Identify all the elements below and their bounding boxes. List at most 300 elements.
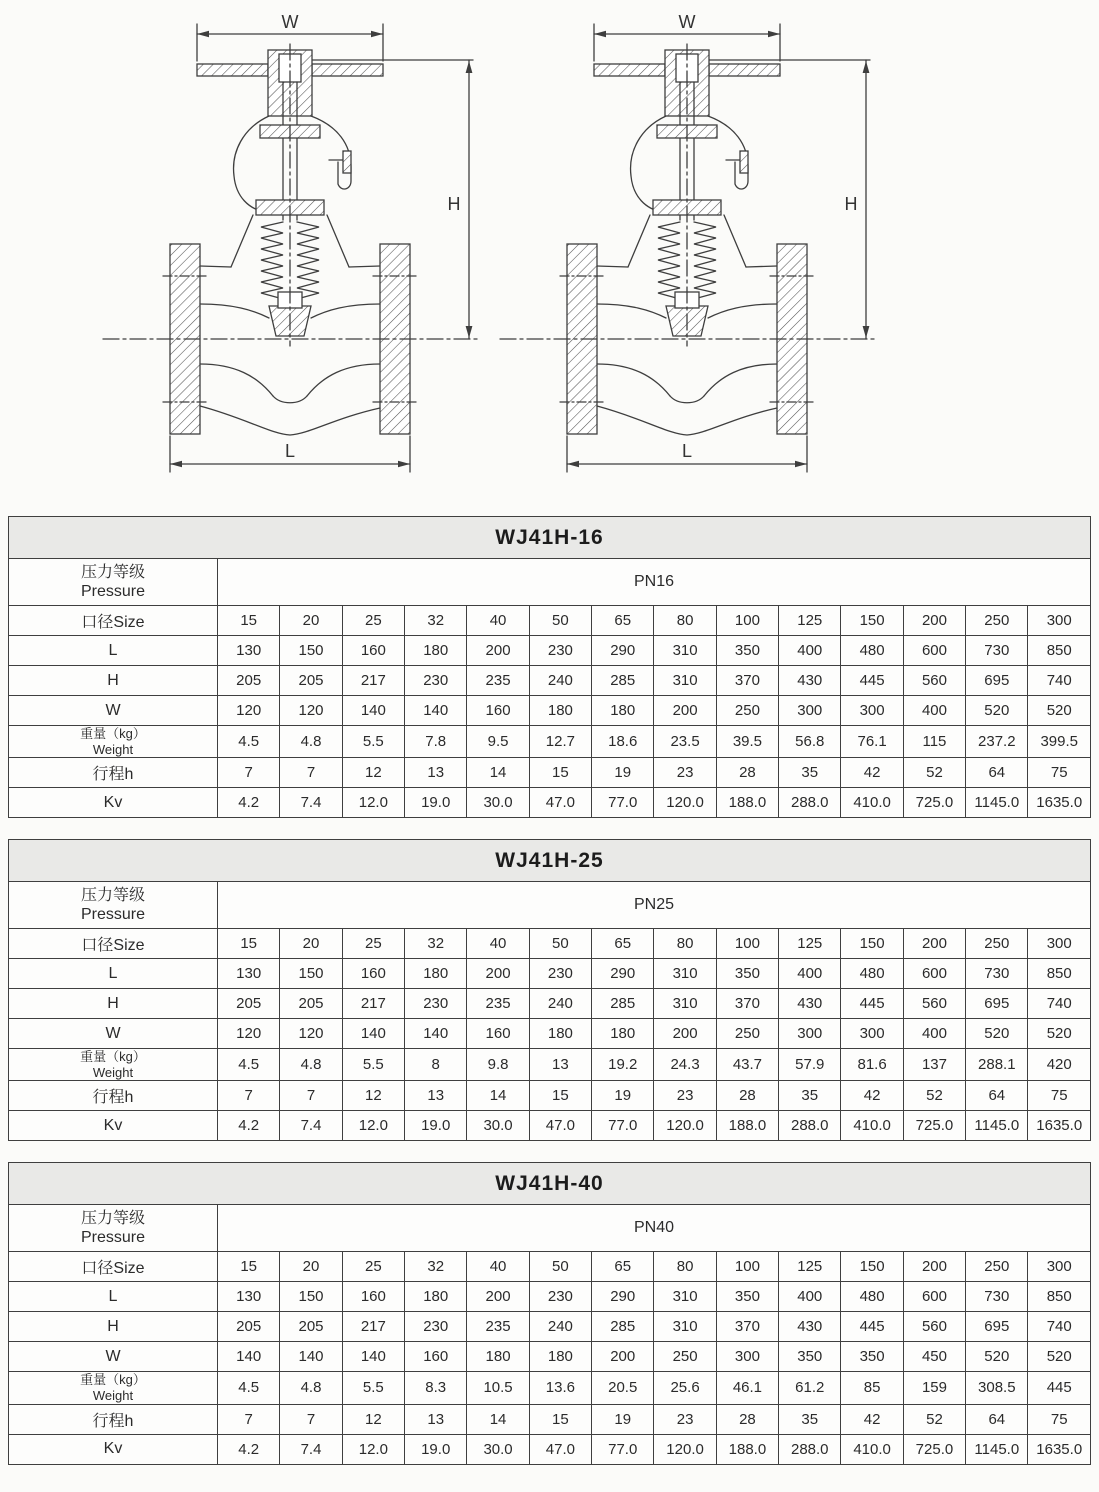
- cell-value: 65: [592, 606, 654, 636]
- cell-value: 200: [654, 696, 716, 726]
- cell-value: 520: [966, 696, 1028, 726]
- cell-value: 250: [716, 696, 778, 726]
- cell-value: 13: [405, 1081, 467, 1111]
- cell-value: 205: [280, 1312, 342, 1342]
- cell-value: 12.7: [529, 726, 591, 758]
- cell-value: 130: [218, 959, 280, 989]
- cell-value: 35: [779, 1404, 841, 1434]
- row-label: W: [9, 696, 218, 726]
- cell-value: 5.5: [342, 1372, 404, 1404]
- cell-value: 520: [966, 1342, 1028, 1372]
- cell-value: 19.0: [405, 788, 467, 818]
- table-row: [9, 1111, 1091, 1141]
- cell-value: 7: [218, 1404, 280, 1434]
- cell-value: 217: [342, 989, 404, 1019]
- cell-value: 80: [654, 929, 716, 959]
- cell-value: 13: [529, 1049, 591, 1081]
- cell-value: 23: [654, 1404, 716, 1434]
- cell-value: 20: [280, 929, 342, 959]
- cell-value: 13.6: [529, 1372, 591, 1404]
- cell-value: 39.5: [716, 726, 778, 758]
- cell-value: 188.0: [716, 1434, 778, 1464]
- cell-value: 308.5: [966, 1372, 1028, 1404]
- cell-value: 180: [405, 1282, 467, 1312]
- cell-value: 65: [592, 929, 654, 959]
- cell-value: 75: [1028, 1081, 1091, 1111]
- table-row: [9, 696, 1091, 726]
- cell-value: 300: [779, 1019, 841, 1049]
- cell-value: 12: [342, 1081, 404, 1111]
- cell-value: 125: [779, 929, 841, 959]
- cell-value: 15: [529, 1081, 591, 1111]
- cell-value: 1635.0: [1028, 1434, 1091, 1464]
- cell-value: 740: [1028, 666, 1091, 696]
- cell-value: 40: [467, 606, 529, 636]
- dim-label-w: W: [281, 12, 299, 32]
- table-row: [9, 989, 1091, 1019]
- table-row: [9, 1312, 1091, 1342]
- table-row: [9, 1081, 1091, 1111]
- table-row: [9, 758, 1091, 788]
- cell-value: 19.0: [405, 1111, 467, 1141]
- cell-value: 350: [841, 1342, 903, 1372]
- cell-value: 64: [966, 1404, 1028, 1434]
- cell-value: 160: [405, 1342, 467, 1372]
- row-label: H: [9, 989, 218, 1019]
- cell-value: 230: [529, 636, 591, 666]
- cell-value: 140: [342, 1342, 404, 1372]
- cell-value: 600: [903, 959, 965, 989]
- cell-value: 205: [218, 1312, 280, 1342]
- cell-value: 310: [654, 1282, 716, 1312]
- cell-value: 125: [779, 606, 841, 636]
- cell-value: 725.0: [903, 788, 965, 818]
- cell-value: 130: [218, 1282, 280, 1312]
- cell-value: 20: [280, 606, 342, 636]
- row-label: Kv: [9, 1111, 218, 1141]
- cell-value: 25: [342, 606, 404, 636]
- cell-value: 400: [903, 696, 965, 726]
- pressure-row-label: 压力等级 Pressure: [9, 559, 218, 606]
- cell-value: 20.5: [592, 1372, 654, 1404]
- cell-value: 4.8: [280, 1372, 342, 1404]
- cell-value: 43.7: [716, 1049, 778, 1081]
- table-row: [9, 788, 1091, 818]
- dim-label-h: H: [447, 194, 461, 214]
- cell-value: 150: [280, 636, 342, 666]
- cell-value: 7.8: [405, 726, 467, 758]
- cell-value: 300: [779, 696, 841, 726]
- cell-value: 52: [903, 1404, 965, 1434]
- cell-value: 42: [841, 1404, 903, 1434]
- cell-value: 200: [467, 959, 529, 989]
- cell-value: 180: [467, 1342, 529, 1372]
- cell-value: 23: [654, 758, 716, 788]
- cell-value: 120.0: [654, 788, 716, 818]
- cell-value: 150: [280, 959, 342, 989]
- cell-value: 200: [467, 1282, 529, 1312]
- cell-value: 410.0: [841, 1434, 903, 1464]
- cell-value: 25.6: [654, 1372, 716, 1404]
- cell-value: 47.0: [529, 1434, 591, 1464]
- table-row: [9, 726, 1091, 758]
- cell-value: 520: [1028, 1342, 1091, 1372]
- cell-value: 350: [779, 1342, 841, 1372]
- cell-value: 1145.0: [966, 1434, 1028, 1464]
- cell-value: 8.3: [405, 1372, 467, 1404]
- cell-value: 300: [841, 696, 903, 726]
- cell-value: 399.5: [1028, 726, 1091, 758]
- cell-value: 250: [966, 606, 1028, 636]
- table-row: [9, 1252, 1091, 1282]
- cell-value: 28: [716, 1081, 778, 1111]
- cell-value: 140: [342, 696, 404, 726]
- cell-value: 310: [654, 989, 716, 1019]
- cell-value: 7: [218, 758, 280, 788]
- cell-value: 14: [467, 1404, 529, 1434]
- cell-value: 120: [218, 696, 280, 726]
- dim-label-w: W: [678, 12, 696, 32]
- cell-value: 200: [903, 1252, 965, 1282]
- cell-value: 350: [716, 636, 778, 666]
- cell-value: 400: [903, 1019, 965, 1049]
- cell-value: 25: [342, 929, 404, 959]
- cell-value: 140: [342, 1019, 404, 1049]
- cell-value: 188.0: [716, 788, 778, 818]
- cell-value: 19.2: [592, 1049, 654, 1081]
- spec-table-WJ41H-16: [8, 516, 1091, 818]
- cell-value: 430: [779, 666, 841, 696]
- cell-value: 7: [280, 758, 342, 788]
- cell-value: 61.2: [779, 1372, 841, 1404]
- cell-value: 480: [841, 636, 903, 666]
- row-label: 行程h: [9, 1081, 218, 1111]
- cell-value: 23.5: [654, 726, 716, 758]
- dim-label-l: L: [681, 441, 693, 461]
- row-label: W: [9, 1342, 218, 1372]
- row-label: 口径Size: [9, 929, 218, 959]
- cell-value: 400: [779, 959, 841, 989]
- cell-value: 290: [592, 1282, 654, 1312]
- cell-value: 150: [841, 1252, 903, 1282]
- cell-value: 140: [218, 1342, 280, 1372]
- cell-value: 200: [467, 636, 529, 666]
- cell-value: 5.5: [342, 726, 404, 758]
- cell-value: 205: [218, 666, 280, 696]
- cell-value: 14: [467, 758, 529, 788]
- cell-value: 12.0: [342, 1111, 404, 1141]
- cell-value: 150: [841, 929, 903, 959]
- cell-value: 18.6: [592, 726, 654, 758]
- spec-table-WJ41H-25: [8, 839, 1091, 1141]
- pressure-value: PN40: [218, 1205, 1091, 1252]
- cell-value: 1635.0: [1028, 1111, 1091, 1141]
- cell-value: 180: [529, 1019, 591, 1049]
- cell-value: 15: [218, 1252, 280, 1282]
- cell-value: 370: [716, 1312, 778, 1342]
- cell-value: 50: [529, 929, 591, 959]
- cell-value: 12.0: [342, 1434, 404, 1464]
- cell-value: 235: [467, 989, 529, 1019]
- cell-value: 250: [654, 1342, 716, 1372]
- cell-value: 445: [841, 989, 903, 1019]
- cell-value: 240: [529, 666, 591, 696]
- cell-value: 160: [342, 636, 404, 666]
- cell-value: 50: [529, 606, 591, 636]
- row-label: 重量（kg） Weight: [9, 726, 218, 758]
- table-row: [9, 1342, 1091, 1372]
- cell-value: 4.2: [218, 788, 280, 818]
- cell-value: 14: [467, 1081, 529, 1111]
- cell-value: 600: [903, 1282, 965, 1312]
- row-label: 口径Size: [9, 1252, 218, 1282]
- cell-value: 205: [280, 666, 342, 696]
- cell-value: 80: [654, 606, 716, 636]
- cell-value: 480: [841, 959, 903, 989]
- cell-value: 310: [654, 666, 716, 696]
- cell-value: 5.5: [342, 1049, 404, 1081]
- cell-value: 288.1: [966, 1049, 1028, 1081]
- cell-value: 4.8: [280, 1049, 342, 1081]
- cell-value: 8: [405, 1049, 467, 1081]
- row-label: 口径Size: [9, 606, 218, 636]
- cell-value: 20: [280, 1252, 342, 1282]
- cell-value: 85: [841, 1372, 903, 1404]
- cell-value: 150: [841, 606, 903, 636]
- cell-value: 32: [405, 929, 467, 959]
- row-label: 行程h: [9, 1404, 218, 1434]
- dim-label-h: H: [844, 194, 858, 214]
- cell-value: 520: [1028, 1019, 1091, 1049]
- cell-value: 50: [529, 1252, 591, 1282]
- cell-value: 250: [716, 1019, 778, 1049]
- table-title: WJ41H-25: [9, 840, 1091, 882]
- row-label: 重量（kg） Weight: [9, 1049, 218, 1081]
- cell-value: 250: [966, 929, 1028, 959]
- cell-value: 46.1: [716, 1372, 778, 1404]
- cell-value: 100: [716, 929, 778, 959]
- cell-value: 350: [716, 1282, 778, 1312]
- valve-drawing-right: [482, 4, 892, 504]
- cell-value: 410.0: [841, 788, 903, 818]
- cell-value: 4.2: [218, 1111, 280, 1141]
- cell-value: 180: [529, 696, 591, 726]
- cell-value: 200: [654, 1019, 716, 1049]
- cell-value: 13: [405, 758, 467, 788]
- table-row: [9, 636, 1091, 666]
- cell-value: 100: [716, 606, 778, 636]
- cell-value: 64: [966, 1081, 1028, 1111]
- cell-value: 200: [592, 1342, 654, 1372]
- cell-value: 445: [841, 666, 903, 696]
- spec-table-WJ41H-40: [8, 1162, 1091, 1464]
- cell-value: 180: [405, 636, 467, 666]
- cell-value: 75: [1028, 1404, 1091, 1434]
- pressure-value: PN25: [218, 882, 1091, 929]
- cell-value: 130: [218, 636, 280, 666]
- cell-value: 410.0: [841, 1111, 903, 1141]
- cell-value: 520: [966, 1019, 1028, 1049]
- cell-value: 600: [903, 636, 965, 666]
- cell-value: 52: [903, 1081, 965, 1111]
- cell-value: 140: [405, 1019, 467, 1049]
- cell-value: 1145.0: [966, 1111, 1028, 1141]
- table-row: [9, 606, 1091, 636]
- cell-value: 42: [841, 758, 903, 788]
- row-label: Kv: [9, 788, 218, 818]
- cell-value: 12.0: [342, 788, 404, 818]
- cell-value: 285: [592, 1312, 654, 1342]
- cell-value: 47.0: [529, 1111, 591, 1141]
- cell-value: 140: [280, 1342, 342, 1372]
- cell-value: 76.1: [841, 726, 903, 758]
- cell-value: 7: [280, 1404, 342, 1434]
- cell-value: 725.0: [903, 1111, 965, 1141]
- cell-value: 560: [903, 1312, 965, 1342]
- cell-value: 15: [529, 758, 591, 788]
- cell-value: 30.0: [467, 1111, 529, 1141]
- cell-value: 230: [405, 989, 467, 1019]
- cell-value: 28: [716, 758, 778, 788]
- cell-value: 740: [1028, 1312, 1091, 1342]
- table-row: [9, 1019, 1091, 1049]
- cell-value: 740: [1028, 989, 1091, 1019]
- cell-value: 81.6: [841, 1049, 903, 1081]
- cell-value: 7.4: [280, 1111, 342, 1141]
- cell-value: 9.5: [467, 726, 529, 758]
- cell-value: 480: [841, 1282, 903, 1312]
- cell-value: 730: [966, 636, 1028, 666]
- table-row: [9, 959, 1091, 989]
- cell-value: 230: [529, 1282, 591, 1312]
- cell-value: 32: [405, 606, 467, 636]
- cell-value: 15: [218, 929, 280, 959]
- cell-value: 160: [467, 696, 529, 726]
- cell-value: 300: [1028, 606, 1091, 636]
- cell-value: 205: [218, 989, 280, 1019]
- cell-value: 300: [841, 1019, 903, 1049]
- cell-value: 7: [280, 1081, 342, 1111]
- cell-value: 12: [342, 1404, 404, 1434]
- cell-value: 285: [592, 989, 654, 1019]
- cell-value: 730: [966, 959, 1028, 989]
- cell-value: 160: [467, 1019, 529, 1049]
- cell-value: 4.5: [218, 726, 280, 758]
- cell-value: 290: [592, 636, 654, 666]
- cell-value: 730: [966, 1282, 1028, 1312]
- table-row: [9, 929, 1091, 959]
- cell-value: 300: [1028, 929, 1091, 959]
- cell-value: 430: [779, 989, 841, 1019]
- cell-value: 15: [218, 606, 280, 636]
- cell-value: 188.0: [716, 1111, 778, 1141]
- cell-value: 19.0: [405, 1434, 467, 1464]
- cell-value: 19: [592, 1081, 654, 1111]
- cell-value: 125: [779, 1252, 841, 1282]
- row-label: W: [9, 1019, 218, 1049]
- cell-value: 310: [654, 1312, 716, 1342]
- cell-value: 230: [405, 1312, 467, 1342]
- cell-value: 370: [716, 666, 778, 696]
- cell-value: 310: [654, 959, 716, 989]
- cell-value: 56.8: [779, 726, 841, 758]
- cell-value: 140: [405, 696, 467, 726]
- cell-value: 850: [1028, 959, 1091, 989]
- cell-value: 19: [592, 1404, 654, 1434]
- cell-value: 420: [1028, 1049, 1091, 1081]
- cell-value: 30.0: [467, 788, 529, 818]
- cell-value: 288.0: [779, 1434, 841, 1464]
- cell-value: 23: [654, 1081, 716, 1111]
- cell-value: 240: [529, 989, 591, 1019]
- cell-value: 240: [529, 1312, 591, 1342]
- cell-value: 4.8: [280, 726, 342, 758]
- cell-value: 237.2: [966, 726, 1028, 758]
- cell-value: 370: [716, 989, 778, 1019]
- cell-value: 120: [218, 1019, 280, 1049]
- cell-value: 57.9: [779, 1049, 841, 1081]
- table-row: [9, 1049, 1091, 1081]
- cell-value: 1145.0: [966, 788, 1028, 818]
- cell-value: 47.0: [529, 788, 591, 818]
- cell-value: 160: [342, 959, 404, 989]
- cell-value: 65: [592, 1252, 654, 1282]
- cell-value: 35: [779, 758, 841, 788]
- cell-value: 400: [779, 636, 841, 666]
- cell-value: 695: [966, 666, 1028, 696]
- cell-value: 180: [592, 1019, 654, 1049]
- cell-value: 285: [592, 666, 654, 696]
- cell-value: 200: [903, 929, 965, 959]
- table-title: WJ41H-16: [9, 517, 1091, 559]
- cell-value: 1635.0: [1028, 788, 1091, 818]
- cell-value: 288.0: [779, 788, 841, 818]
- cell-value: 32: [405, 1252, 467, 1282]
- cell-value: 235: [467, 666, 529, 696]
- cell-value: 13: [405, 1404, 467, 1434]
- cell-value: 9.8: [467, 1049, 529, 1081]
- cell-value: 150: [280, 1282, 342, 1312]
- cell-value: 4.5: [218, 1049, 280, 1081]
- table-title: WJ41H-40: [9, 1163, 1091, 1205]
- cell-value: 77.0: [592, 788, 654, 818]
- cell-value: 7.4: [280, 788, 342, 818]
- cell-value: 120: [280, 1019, 342, 1049]
- cell-value: 28: [716, 1404, 778, 1434]
- cell-value: 180: [405, 959, 467, 989]
- pressure-row-label: 压力等级 Pressure: [9, 882, 218, 929]
- cell-value: 75: [1028, 758, 1091, 788]
- cell-value: 520: [1028, 696, 1091, 726]
- pressure-row-label: 压力等级 Pressure: [9, 1205, 218, 1252]
- cell-value: 7: [218, 1081, 280, 1111]
- row-label: 行程h: [9, 758, 218, 788]
- cell-value: 850: [1028, 1282, 1091, 1312]
- cell-value: 77.0: [592, 1434, 654, 1464]
- cell-value: 52: [903, 758, 965, 788]
- cell-value: 310: [654, 636, 716, 666]
- cell-value: 230: [529, 959, 591, 989]
- cell-value: 4.5: [218, 1372, 280, 1404]
- cell-value: 695: [966, 989, 1028, 1019]
- cell-value: 200: [903, 606, 965, 636]
- cell-value: 115: [903, 726, 965, 758]
- cell-value: 19: [592, 758, 654, 788]
- cell-value: 100: [716, 1252, 778, 1282]
- cell-value: 205: [280, 989, 342, 1019]
- cell-value: 217: [342, 1312, 404, 1342]
- cell-value: 180: [592, 696, 654, 726]
